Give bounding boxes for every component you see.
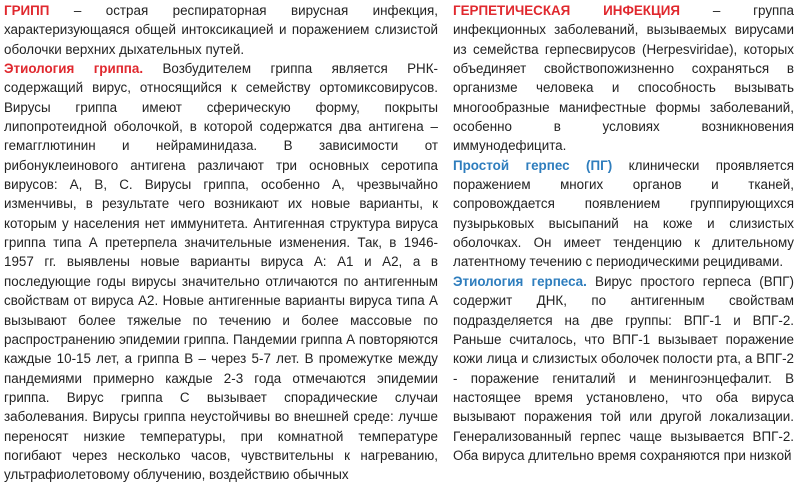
herpes-paragraph (453, 1, 794, 465)
influenza-etiology-label: Этиология гриппа. (4, 61, 144, 77)
simple-herpes-text: клинически проявляется поражением многих органов и тканей, сопровождается появлением группирующихся пузырьковых высыпаний на коже и слизистых оболочках. Он имеет тенденцию к длительному латентному течению с периодическими рецидивами. (453, 157, 794, 270)
herpes-definition: – группа инфекционных заболеваний, вызываемых вирусами из семейства герпесвирусов (Herpesviridae), которых объединяет свойствопожизненно сохраняться в организме человека и способность вызывать многообразные манифестные формы заболеваний, особенно в условиях возникновения иммунодефицита. (453, 3, 795, 154)
influenza-paragraph (4, 1, 438, 485)
influenza-etiology-text: Возбудителем гриппа является РНК-содержащий вирус, относящийся к семейству ортомиксовирусов. Вирусы гриппа имеют сферическую форму, покрыты липопротеидной оболочкой, в которой содержатся два антигена – гемагглютинин и нейраминидаза. В зависимости от рибонуклеинового антигена различают три основных серотипа вирусов: А, В, С. Вирусы гриппа, особенно А, чрезвычайно изменчивы, в результате чего возникают их новые варианты, к которым у населения нет иммунитета. Антигенная структура вируса гриппа типа А претерпела значительные изменения. Так, в 1946-1957 гг. выявлены новые варианты вируса А: А1 и А2, а в последующие годы вирусы значительно отличаются по антигенным свойствам от вируса А2. Новые антигенные варианты вируса типа А вызывают более тяжелые по течению и более массовые по распространению эпидемии гриппа. Пандемии гриппа А повторяются каждые 10-15 лет, а гриппа В – через 5-7 лет. В промежутке между пандемиями примерно каждые 2-3 года отмечаются эпидемии гриппа. Вирус гриппа С вызывает спорадические случаи заболевания. Вирусы гриппа неустойчивы во внешней среде: лучше переносят низкие температуры, при комнатной температуре погибают через несколько часов, чувствительны к нагреванию, ультрафиолетовому облучению, воздействию обычных (4, 61, 438, 483)
simple-herpes-label: Простой герпес (ПГ) (453, 157, 613, 173)
herpes-column (453, 1, 794, 465)
influenza-definition: – острая респираторная вирусная инфекция, характеризующаяся общей интоксикацией и поражением слизистой оболочки верхних дыхательных путей. (4, 3, 438, 57)
influenza-column (4, 1, 438, 485)
herpes-heading: ГЕРПЕТИЧЕСКАЯ ИНФЕКЦИЯ (453, 3, 681, 18)
herpes-etiology-label: Этиология герпеса. (453, 273, 587, 289)
herpes-etiology-text: Вирус простого герпеса (ВПГ) содержит ДНК, по антигенным свойствам подразделяется на две группы: ВПГ-1 и ВПГ-2. Раньше считалось, что ВПГ-1 вызывает поражение кожи лица и слизистых оболочек полости рта, а ВПГ-2 - поражение гениталий и менингоэнцефалит. В настоящее время установлено, что оба вируса вызывают поражения той или другой локализации. Генерализованный герпес чаще вызывается ВПГ-2. Оба вируса длительно время сохраняются при низкой (453, 273, 794, 463)
influenza-heading: ГРИПП (4, 3, 50, 18)
